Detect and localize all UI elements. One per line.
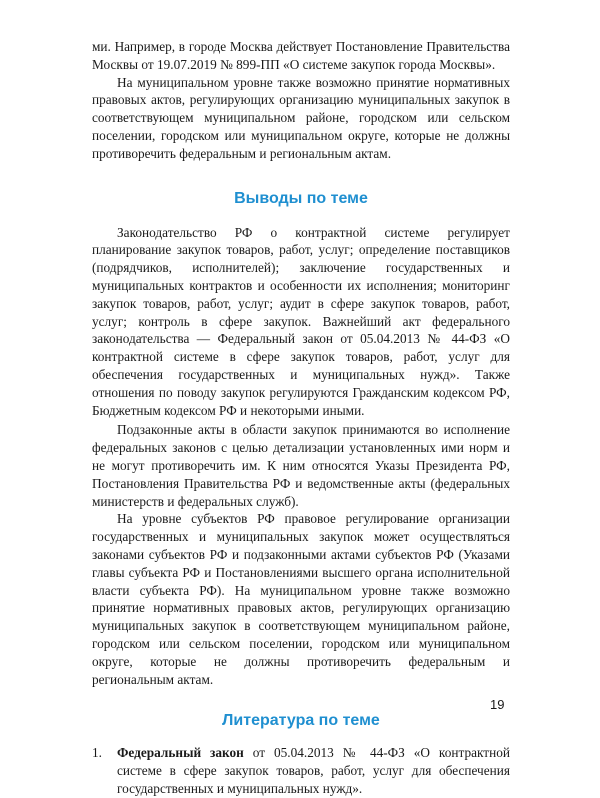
conclusions-heading: Выводы по теме xyxy=(234,189,368,207)
page-content xyxy=(92,38,510,798)
literature-item-number: 1. xyxy=(92,745,102,761)
literature-item-citation: от 05.04.2013 № 44-ФЗ «О контрактной системе в сфере закупок товаров, работ, услуг для обеспечения государственных и муниципальных нужд». xyxy=(117,745,510,796)
conclusions-paragraph-1: Законодательство РФ о контрактной системе регулирует планирование закупок товаров, работ, услуг; определение поставщиков (подрядчиков, исполнителей); заключение государственных и муниципальных контрактов и особенности их исполнения; мониторинг закупок товаров, работ, услуг; аудит в сфере закупок товаров, работ, услуг; контроль в сфере закупок. Важнейший акт федерального законодательства — Федеральный закон от 05.04.2013 № 44-ФЗ «О контрактной системе в сфере закупок товаров, работ, услуг для обеспечения государственных и муниципальных нужд». Также отношения по поводу закупок регулируются Гражданским кодексом РФ, Бюджетным кодексом РФ и некоторыми иными. xyxy=(92,224,510,418)
conclusions-paragraph-3: На уровне субъектов РФ правовое регулирование организации государственных и муниципальных закупок может осуществляться законами субъектов РФ и подзаконными актами субъектов РФ (Указами главы субъекта РФ и Постановлениями высшего органа исполнительной власти субъекта РФ). На муниципальном уровне также возможно принятие нормативных правовых актов, регулирующих организацию муниципальных закупок в соответствующем муниципальном районе, городском или сельском поселении, городском или муниципальном округе, которые не должны противоречить федеральным и региональным актам. xyxy=(92,511,510,687)
literature-item-type: Федеральный закон xyxy=(117,745,244,761)
page-number: 19 xyxy=(490,697,505,712)
conclusions-paragraph-2: Подзаконные акты в области закупок принимаются во исполнение федеральных законов с целью детализации установленных ими норм и не могут противоречить им. К ним относятся Указы Президента РФ, Постановления Правительства РФ и ведомственные акты (федеральных министерств и федеральных служб). xyxy=(92,422,510,509)
intro-paragraph-2: На муниципальном уровне также возможно принятие нормативных правовых актов, регулирующих организацию муниципальных закупок в соответствующем муниципальном районе, городском или сельском поселении, городском или муниципальном округе, которые не должны противоречить федеральным и региональным актам. xyxy=(92,74,510,161)
literature-heading: Литература по теме xyxy=(222,712,380,730)
literature-item-text xyxy=(117,744,510,797)
literature-item xyxy=(92,744,510,797)
intro-paragraph-1: ми. Например, в городе Москва действует Постановление Правительства Москвы от 19.07.2019 № 899-ПП «О системе закупок города Москвы». xyxy=(92,39,510,72)
